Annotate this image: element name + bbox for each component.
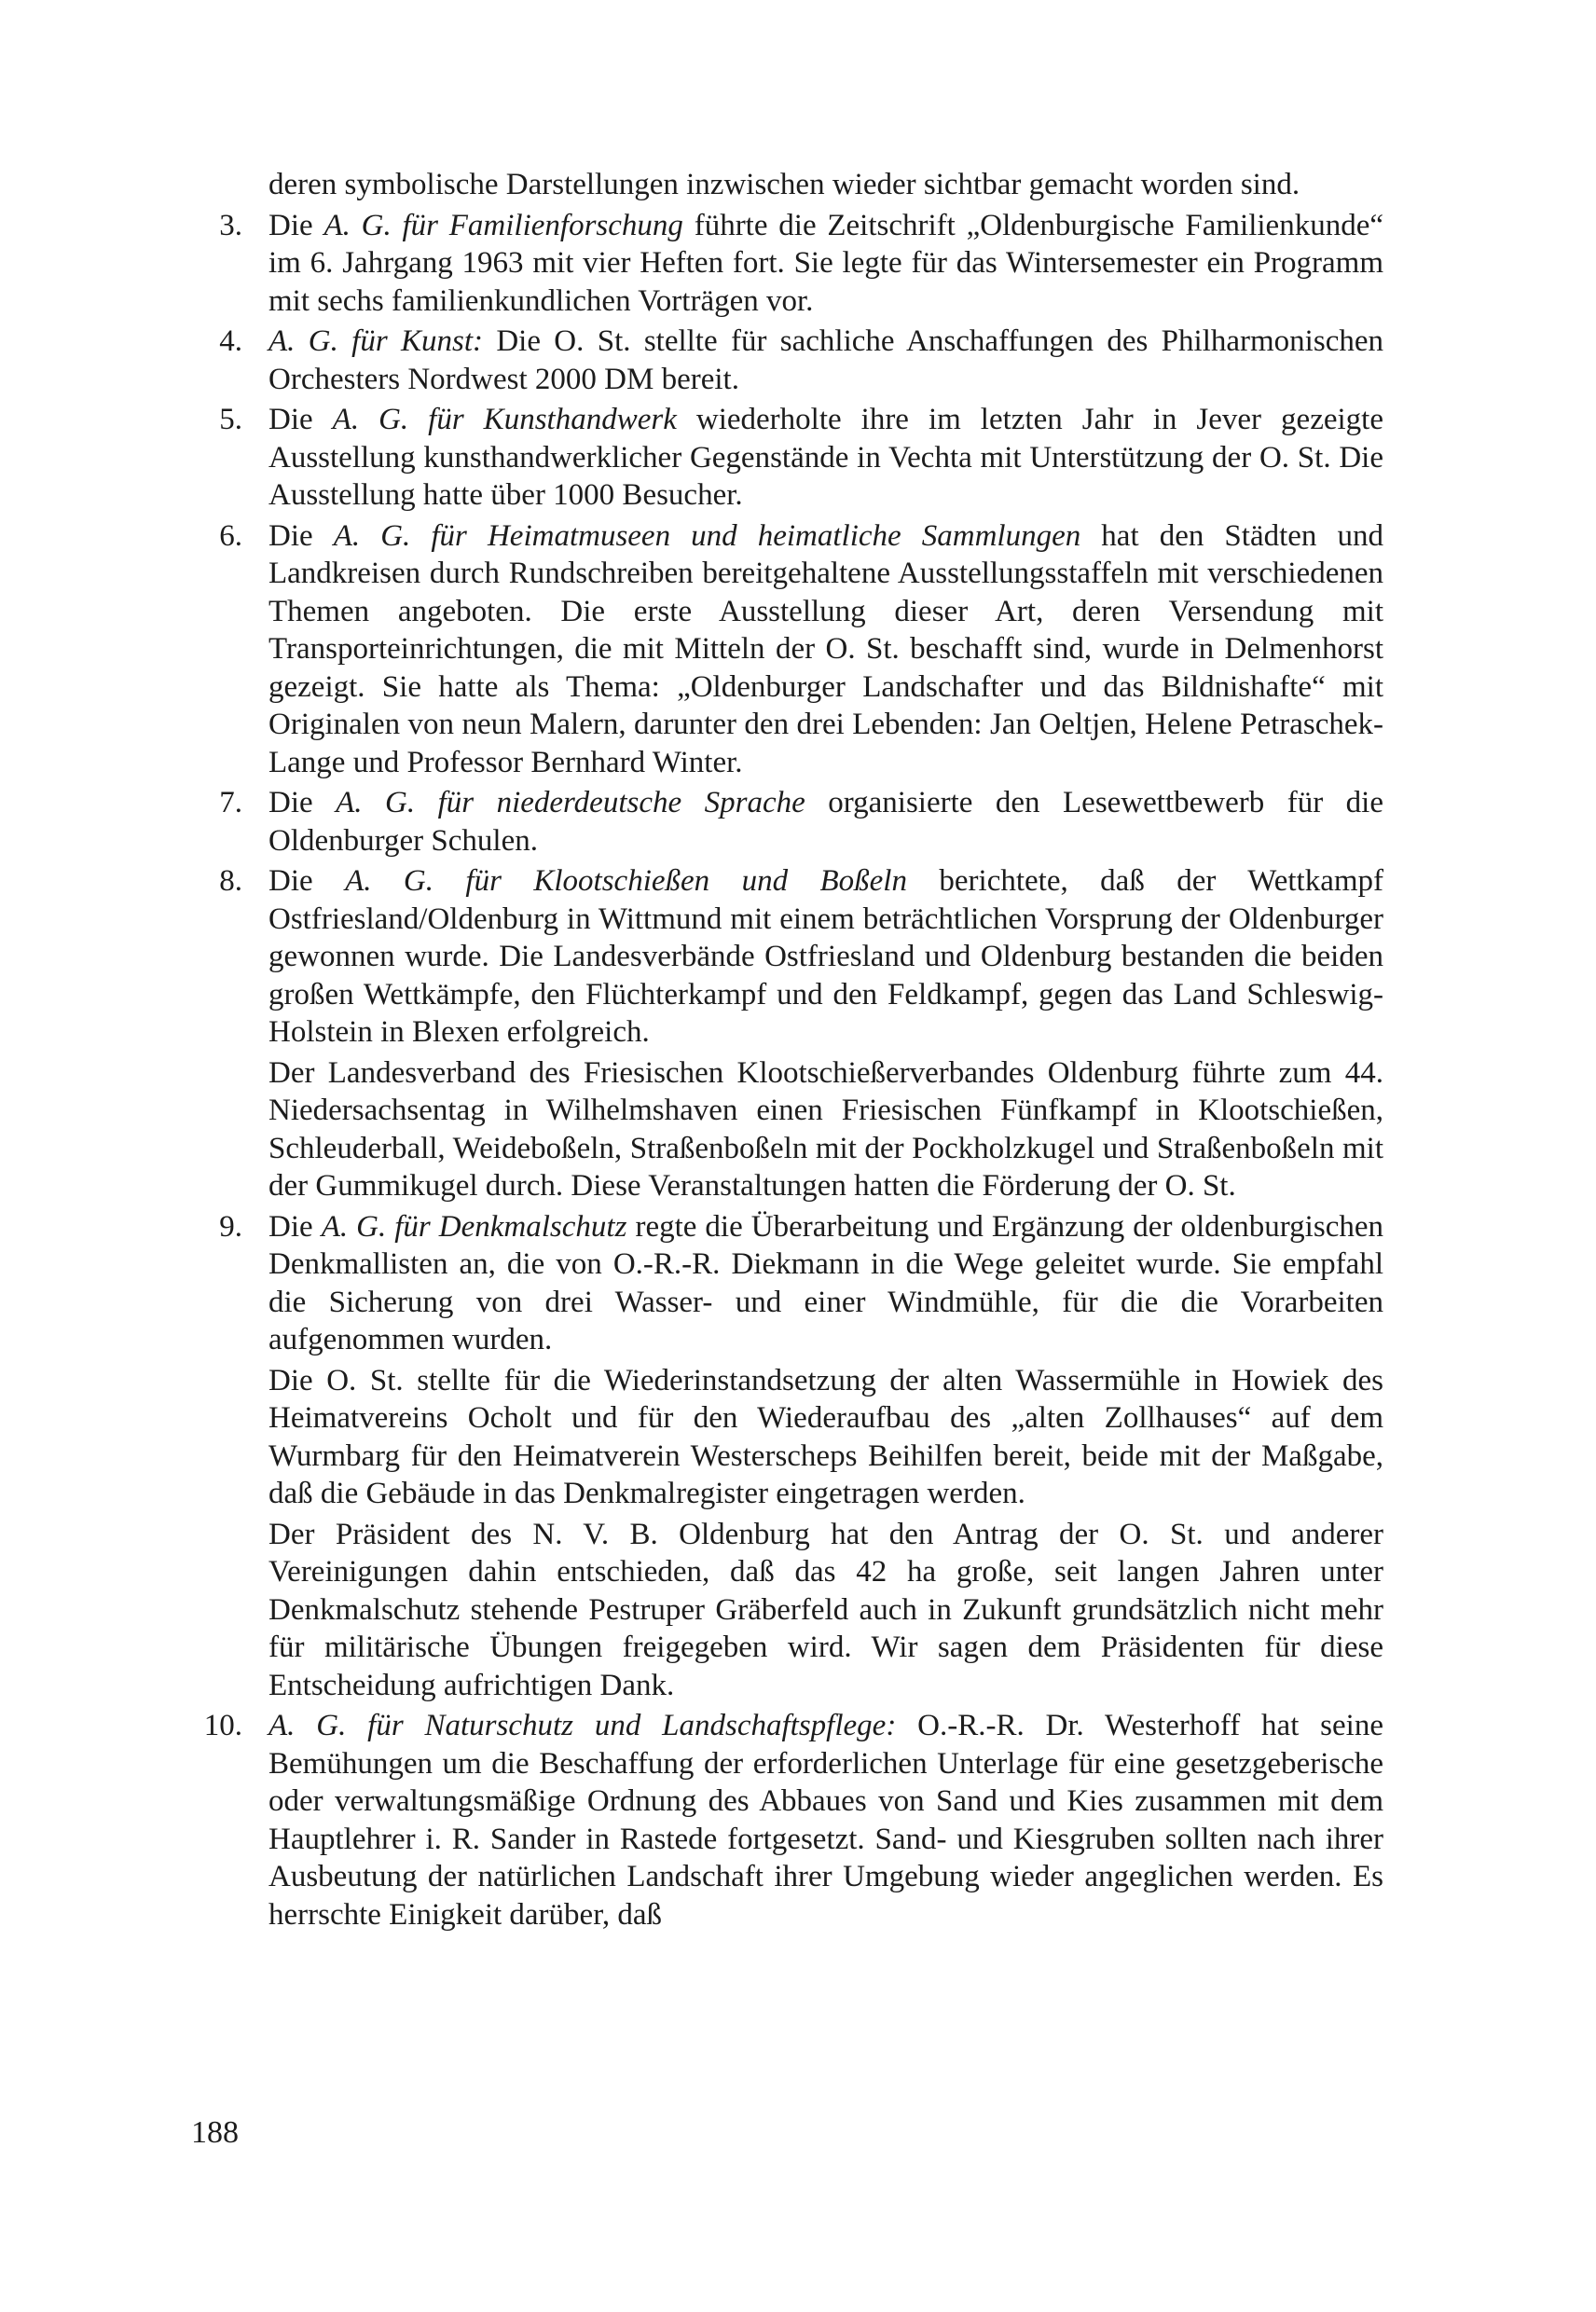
list-item: [219, 1208, 1383, 1705]
item-number: 4.: [219, 324, 242, 358]
intro-paragraph: deren symbolische Darstellungen inzwischen wieder sichtbar gemacht worden sind.: [268, 168, 1300, 201]
paragraph-text: Die O. St. stellte für sachliche Anschaffungen des Philharmonischen Orchesters Nordwest 2000 DM bereit.: [268, 324, 1383, 396]
paragraph-text: Die: [268, 208, 324, 242]
item-number: 7.: [219, 786, 242, 819]
list-item: [203, 1707, 1383, 1934]
paragraph-text: Die: [268, 786, 337, 819]
paragraph-text: Der Präsident des N. V. B. Oldenburg hat den Antrag der O. St. und anderer Vereinigungen dahin entschieden, daß das 42 ha große, seit langen Jahren unter Denkmalschutz stehende Pestruper Gräberfeld auch in Zukunft grundsätzlich nicht mehr für militärische Übungen freigegeben wird. Wir sagen dem Präsidenten für diese Entscheidung aufrichtigen Dank.: [268, 1517, 1383, 1702]
paragraph-text: wiederholte ihre im letzten Jahr in Jever gezeigte Ausstellung kunsthandwerklicher Gegenstände in Vechta mit Unterstützung der O. St. Die Ausstellung hatte über 1000 Besucher.: [268, 403, 1383, 512]
item-paragraph: [268, 517, 1383, 782]
item-paragraph: [268, 1707, 1383, 1934]
item-number: 6.: [219, 518, 242, 553]
page-text: [203, 166, 1384, 1934]
page-number: 188: [191, 2115, 239, 2150]
list-item: [219, 862, 1383, 1205]
paragraph-text: berichtete, daß der Wettkampf Ostfriesland/Oldenburg in Wittmund mit einem beträchtlichen Vorsprung der Oldenburger gewonnen wurde. Die Landesverbände Ostfriesland und Oldenburg bestanden die beiden großen Wettkämpfe, den Flüchterkampf und den Feldkampf, gegen das Land Schleswig-Holstein in Blexen erfolgreich.: [268, 864, 1383, 1049]
paragraph-text: führte die Zeitschrift „Oldenburgische Familienkunde“ im 6. Jahrgang 1963 mit vier Heften fort. Sie legte für das Wintersemester ein Programm mit sechs familienkundlichen Vorträgen vor.: [268, 208, 1383, 318]
item-paragraph: [268, 323, 1383, 398]
item-number: 3.: [219, 208, 242, 242]
paragraph-text: organisierte den Lesewettbewerb für die Oldenburger Schulen.: [268, 786, 1384, 858]
item-paragraph: [268, 1362, 1383, 1513]
paragraph-text: Die O. St. stellte für die Wiederinstandsetzung der alten Wassermühle in Howiek des Heimatvereins Ocholt und für den Wiederaufbau des „alten Zollhauses“ auf dem Wurmbarg für den Heimatverein Westerscheps Beihilfen bereit, beide mit der Maßgabe, daß die Gebäude in das Denkmalregister eingetragen werden.: [268, 1363, 1383, 1510]
intro-continuation: [268, 166, 1383, 204]
item-paragraph: [268, 1516, 1383, 1705]
working-group-name: A. G. für niederdeutsche Sprache: [336, 786, 805, 819]
paragraph-text: regte die Überarbeitung und Ergänzung der oldenburgischen Denkmallisten an, die von O.-R.-R. Diekmann in die Wege geleitet wurde. Sie empfahl die Sicherung von drei Wasser- und einer Windmühle, für die die Vorarbeiten aufgenommen wurden.: [268, 1209, 1383, 1356]
list-item: [219, 784, 1384, 860]
paragraph-text: Der Landesverband des Friesischen Klootschießerverbandes Oldenburg führte zum 44. Niedersachsentag in Wilhelmshaven einen Friesischen Fünfkampf in Klootschießen, Schleuderball, Weideboßeln, Straßenboßeln mit der Pockholzkugel und Straßenboßeln mit der Gummikugel durch. Diese Veranstaltungen hatten die Förderung der O. St.: [268, 1055, 1383, 1203]
working-group-name: A. G. für Heimatmuseen und heimatliche Sammlungen: [333, 518, 1081, 553]
item-paragraph: [268, 1208, 1383, 1359]
numbered-list: [203, 207, 1384, 1934]
paragraph-text: hat den Städten und Landkreisen durch Rundschreiben bereitgehaltene Ausstellungsstaffeln mit verschiedenen Themen angeboten. Die erste Ausstellung dieser Art, deren Versendung mit Transporteinrichtungen, die mit Mitteln der O. St. beschafft sind, wurde in Delmenhorst gezeigt. Sie hatte als Thema: „Oldenburger Landschafter und das Bildnishafte“ mit Originalen von neun Malern, darunter den drei Lebenden: Jan Oeltjen, Helene Petraschek-Lange und Professor Bernhard Winter.: [268, 518, 1383, 779]
item-paragraph: [268, 862, 1383, 1052]
list-item: [219, 517, 1383, 782]
working-group-name: A. G. für Kunsthandwerk: [332, 403, 677, 436]
item-number: 5.: [219, 403, 242, 436]
working-group-name: A. G. für Familienforschung: [323, 208, 683, 242]
item-number: 9.: [219, 1209, 242, 1244]
item-paragraph: [268, 207, 1383, 321]
item-paragraph: [268, 1054, 1383, 1205]
item-number: 10.: [203, 1709, 242, 1742]
paragraph-text: Die: [268, 518, 334, 553]
working-group-name: A. G. für Kunst:: [268, 324, 483, 358]
list-item: [219, 401, 1383, 515]
working-group-name: A. G. für Naturschutz und Landschaftspflege:: [268, 1709, 897, 1742]
item-paragraph: [268, 401, 1383, 515]
paragraph-text: Die: [268, 403, 333, 436]
working-group-name: A. G. für Denkmalschutz: [321, 1209, 627, 1244]
paragraph-text: Die: [268, 864, 346, 898]
working-group-name: A. G. für Klootschießen und Boßeln: [345, 864, 907, 898]
list-item: [219, 323, 1383, 398]
item-paragraph: [268, 784, 1383, 860]
paragraph-text: Die: [268, 1209, 322, 1244]
item-number: 8.: [219, 864, 242, 898]
paragraph-text: O.-R.-R. Dr. Westerhoff hat seine Bemühungen um die Beschaffung der erforderlichen Unterlage für eine gesetzgeberische oder verwaltungsmäßige Ordnung des Abbaues von Sand und Kies zusammen mit dem Hauptlehrer i. R. Sander in Rastede fortgesetzt. Sand- und Kiesgruben sollten nach ihrer Ausbeutung der natürlichen Landschaft ihrer Umgebung wieder angeglichen werden. Es herrschte Einigkeit darüber, daß: [268, 1709, 1383, 1932]
list-item: [219, 207, 1383, 321]
